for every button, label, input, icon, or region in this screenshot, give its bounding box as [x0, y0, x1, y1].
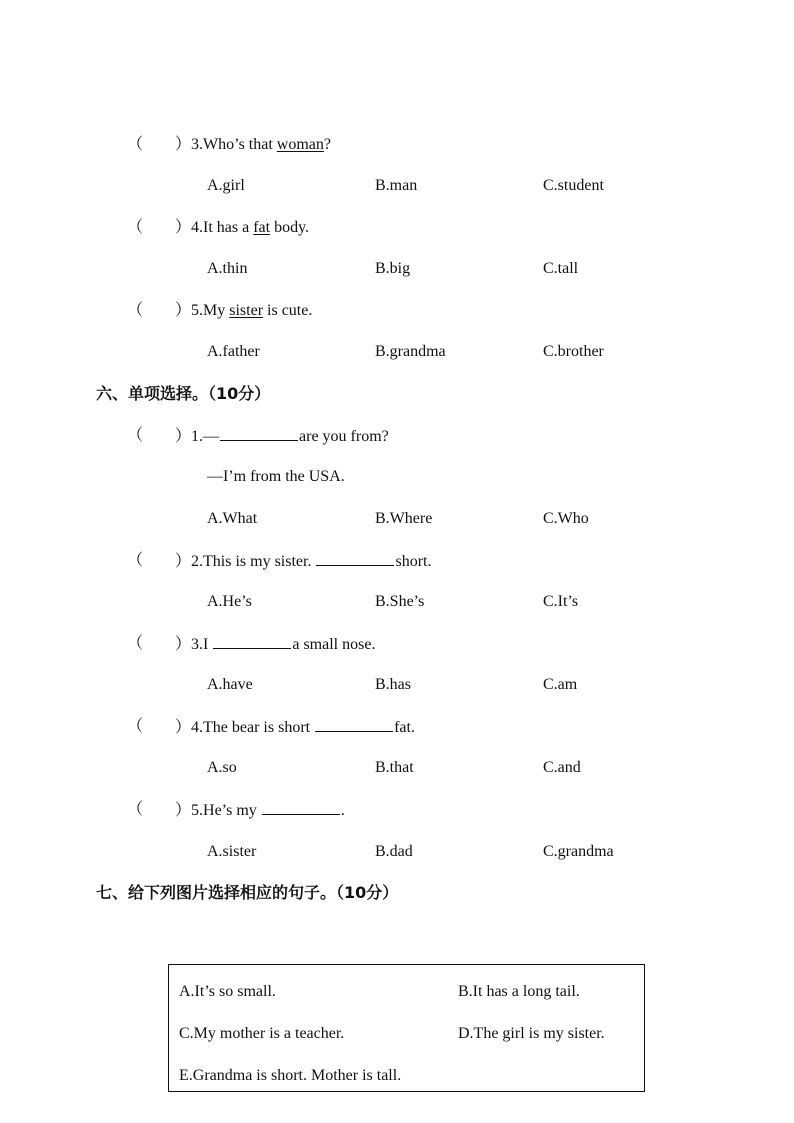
- fill-blank[interactable]: [262, 800, 340, 815]
- question-text: [175, 800, 345, 821]
- answer-paren-open[interactable]: （: [127, 219, 144, 236]
- sentence-e: E.Grandma is short. Mother is tall.: [179, 1067, 402, 1084]
- option-a[interactable]: A.girl: [207, 177, 245, 194]
- section-6-heading: 六、单项选择。（10分）: [96, 384, 271, 403]
- option-b[interactable]: B.big: [375, 260, 411, 277]
- answer-paren-open[interactable]: （: [127, 801, 144, 818]
- option-b[interactable]: B.has: [375, 676, 411, 693]
- option-c[interactable]: C.brother: [543, 343, 604, 360]
- underlined-word: woman: [276, 136, 324, 153]
- option-a[interactable]: A.so: [207, 759, 237, 776]
- sentence-a: A.It’s so small.: [179, 983, 276, 1000]
- answer-paren-close: ）: [175, 553, 192, 570]
- question-number: 5.: [191, 302, 204, 319]
- question-number: 4.: [191, 219, 204, 236]
- question-stem: This is my sister.: [203, 553, 316, 570]
- fill-blank[interactable]: [315, 717, 393, 732]
- question-number: 3.: [191, 636, 204, 653]
- option-b[interactable]: B.dad: [375, 843, 413, 860]
- question-text: [175, 301, 312, 321]
- option-b[interactable]: B.She’s: [375, 593, 425, 610]
- fill-blank[interactable]: [316, 551, 394, 566]
- answer-paren-open[interactable]: （: [127, 552, 144, 569]
- question-stem-end: fat.: [394, 719, 415, 736]
- question-number: 3.: [191, 136, 204, 153]
- answer-paren-close: ）: [175, 636, 192, 653]
- section-7-heading: 七、给下列图片选择相应的句子。（10分）: [96, 883, 399, 902]
- question-stem: I: [203, 636, 213, 653]
- answer-paren-close: ）: [175, 136, 192, 153]
- question-text: [175, 717, 415, 738]
- option-c[interactable]: C.It’s: [543, 593, 579, 610]
- sentence-choice-box: [168, 964, 645, 1092]
- sentence-d: D.The girl is my sister.: [458, 1025, 605, 1042]
- question-stem-end: are you from?: [299, 428, 389, 445]
- question-text: [175, 426, 389, 447]
- option-c[interactable]: C.student: [543, 177, 604, 194]
- question-stem: He’s my: [203, 802, 261, 819]
- option-a[interactable]: A.sister: [207, 843, 257, 860]
- question-stem: —: [203, 428, 220, 445]
- fill-blank[interactable]: [220, 426, 298, 441]
- option-c[interactable]: C.grandma: [543, 843, 614, 860]
- answer-paren-open[interactable]: （: [127, 302, 144, 319]
- option-a[interactable]: A.He’s: [207, 593, 252, 610]
- question-number: 1.: [191, 428, 204, 445]
- question-stem-end: is cute.: [263, 302, 313, 319]
- answer-paren-close: ）: [175, 302, 192, 319]
- option-a[interactable]: A.thin: [207, 260, 248, 277]
- answer-paren-open[interactable]: （: [127, 718, 144, 735]
- question-number: 2.: [191, 553, 204, 570]
- answer-paren-close: ）: [175, 802, 192, 819]
- question-stem-end: body.: [270, 219, 310, 236]
- option-c[interactable]: C.am: [543, 676, 578, 693]
- option-a[interactable]: A.father: [207, 343, 260, 360]
- question-stem: It has a: [203, 219, 254, 236]
- option-c[interactable]: C.and: [543, 759, 581, 776]
- option-b[interactable]: B.that: [375, 759, 414, 776]
- option-b[interactable]: B.man: [375, 177, 418, 194]
- question-stem-end: ?: [323, 136, 331, 153]
- sentence-c: C.My mother is a teacher.: [179, 1025, 345, 1042]
- sentence-b: B.It has a long tail.: [458, 983, 580, 1000]
- answer-paren-open[interactable]: （: [127, 136, 144, 153]
- question-stem: Who’s that: [203, 136, 277, 153]
- fill-blank[interactable]: [213, 634, 291, 649]
- answer-paren-close: ）: [175, 719, 192, 736]
- question-stem-end: short.: [395, 553, 432, 570]
- dialogue-reply: —I’m from the USA.: [207, 468, 345, 485]
- question-stem-end: .: [340, 802, 345, 819]
- option-c[interactable]: C.tall: [543, 260, 579, 277]
- option-c[interactable]: C.Who: [543, 510, 589, 527]
- option-a[interactable]: A.have: [207, 676, 253, 693]
- question-text: [175, 551, 431, 572]
- question-stem: The bear is short: [203, 719, 315, 736]
- question-text: [175, 135, 331, 155]
- underlined-word: sister: [229, 302, 264, 319]
- option-a[interactable]: A.What: [207, 510, 258, 527]
- answer-paren-open[interactable]: （: [127, 635, 144, 652]
- option-b[interactable]: B.Where: [375, 510, 433, 527]
- answer-paren-close: ）: [175, 428, 192, 445]
- underlined-word: fat: [253, 219, 271, 236]
- question-text: [175, 634, 375, 655]
- answer-paren-close: ）: [175, 219, 192, 236]
- question-number: 5.: [191, 802, 204, 819]
- question-number: 4.: [191, 719, 204, 736]
- question-stem-end: a small nose.: [292, 636, 376, 653]
- option-b[interactable]: B.grandma: [375, 343, 446, 360]
- question-text: [175, 218, 309, 238]
- question-stem: My: [203, 302, 230, 319]
- answer-paren-open[interactable]: （: [127, 427, 144, 444]
